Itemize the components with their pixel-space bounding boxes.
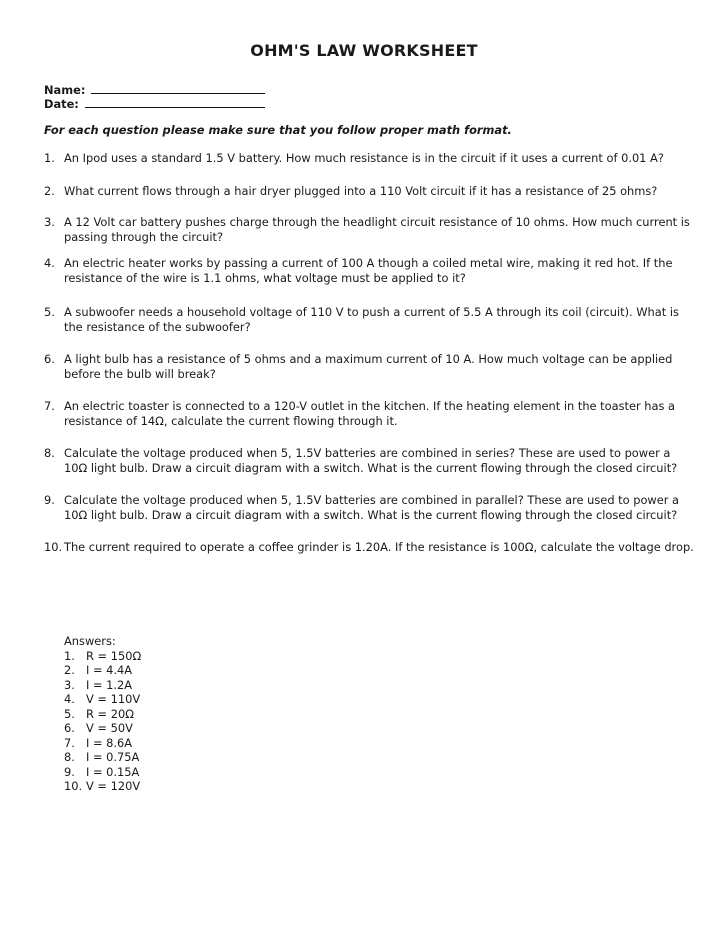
question-text: The current required to operate a coffee grinder is 1.20A. If the resistance is 100Ω, calculate the voltage drop. xyxy=(64,540,694,554)
answer-item xyxy=(64,779,141,794)
question-item xyxy=(44,256,696,285)
date-label: Date: xyxy=(44,97,79,111)
answer-item xyxy=(64,678,141,693)
answer-text: V = 120V xyxy=(86,779,141,793)
question-number: 3. xyxy=(44,215,55,229)
answers-label: Answers: xyxy=(64,634,116,648)
answer-number: 10. xyxy=(64,779,83,793)
question-text: An Ipod uses a standard 1.5 V battery. How much resistance is in the circuit if it uses a current of 0.01 A? xyxy=(64,151,664,165)
answer-item xyxy=(64,663,141,678)
answers-section xyxy=(64,634,141,794)
answer-text: V = 110V xyxy=(86,692,141,706)
question-number: 2. xyxy=(44,183,55,198)
question-item xyxy=(44,305,696,334)
answer-text: V = 50V xyxy=(86,721,133,735)
question-text: A 12 Volt car battery pushes charge through the headlight circuit resistance of 10 ohms. How much current is passing through the circuit? xyxy=(64,215,690,244)
question-number: 4. xyxy=(44,256,55,270)
question-item xyxy=(44,151,696,166)
question-number: 5. xyxy=(44,305,55,319)
question-number: 6. xyxy=(44,352,55,366)
question-item xyxy=(44,184,696,199)
page-title: OHM'S LAW WORKSHEET xyxy=(250,41,478,60)
question-text: An electric heater works by passing a current of 100 A though a coiled metal wire, making it red hot. If the resistance of the wire is 1.1 ohms, what voltage must be applied to it? xyxy=(64,256,673,285)
question-number: 10. xyxy=(44,540,63,554)
question-text: What current flows through a hair dryer plugged into a 110 Volt circuit if it has a resistance of 25 ohms? xyxy=(64,183,658,198)
answer-item xyxy=(64,750,141,765)
question-item xyxy=(44,493,696,522)
answer-text: R = 20Ω xyxy=(86,706,134,721)
question-text: A subwoofer needs a household voltage of 110 V to push a current of 5.5 A through its coil (circuit). What is the resistance of the subwoofer? xyxy=(64,305,679,334)
name-blank-line xyxy=(91,82,265,94)
question-item xyxy=(44,399,696,428)
answer-item xyxy=(64,649,141,664)
question-list xyxy=(44,151,696,573)
question-number: 9. xyxy=(44,493,55,507)
answer-text: I = 8.6A xyxy=(86,735,133,750)
question-text: Calculate the voltage produced when 5, 1.5V batteries are combined in series? These are used to power a 10Ω light bulb. Draw a circuit diagram with a switch. What is the current flowing through the closed circuit? xyxy=(64,446,678,475)
question-number: 8. xyxy=(44,446,55,460)
question-number: 7. xyxy=(44,399,55,413)
answer-text: I = 0.75A xyxy=(86,750,140,764)
answer-number: 9. xyxy=(64,764,75,779)
date-blank-line xyxy=(85,96,265,108)
answer-number: 6. xyxy=(64,721,75,735)
answer-text: I = 4.4A xyxy=(86,663,133,677)
question-item xyxy=(44,215,696,244)
question-item xyxy=(44,352,696,381)
answer-item xyxy=(64,692,141,707)
answer-text: R = 150Ω xyxy=(86,648,142,663)
question-number: 1. xyxy=(44,151,55,165)
answer-number: 3. xyxy=(64,677,75,692)
answer-number: 8. xyxy=(64,750,75,764)
date-field xyxy=(44,96,265,112)
answer-item xyxy=(64,707,141,722)
answer-number: 4. xyxy=(64,692,75,706)
answer-number: 7. xyxy=(64,735,75,750)
name-label: Name: xyxy=(44,83,86,97)
answer-item xyxy=(64,736,141,751)
answer-text: I = 0.15A xyxy=(86,764,140,779)
answer-text: I = 1.2A xyxy=(86,677,133,692)
answer-number: 1. xyxy=(64,648,75,663)
answer-number: 5. xyxy=(64,706,75,721)
answer-item xyxy=(64,721,141,736)
question-item xyxy=(44,446,696,475)
question-text: An electric toaster is connected to a 120-V outlet in the kitchen. If the heating element in the toaster has a resistance of 14Ω, calculate the current flowing through it. xyxy=(64,399,676,428)
answer-item xyxy=(64,765,141,780)
answer-number: 2. xyxy=(64,663,75,677)
question-text: A light bulb has a resistance of 5 ohms and a maximum current of 10 A. How much voltage can be applied before the bulb will break? xyxy=(64,352,673,381)
question-item xyxy=(44,540,696,555)
instructions: For each question please make sure that you follow proper math format. xyxy=(44,123,512,137)
question-text: Calculate the voltage produced when 5, 1.5V batteries are combined in parallel? These are used to power a 10Ω light bulb. Draw a circuit diagram with a switch. What is the current flowing through the closed circuit? xyxy=(64,493,680,522)
